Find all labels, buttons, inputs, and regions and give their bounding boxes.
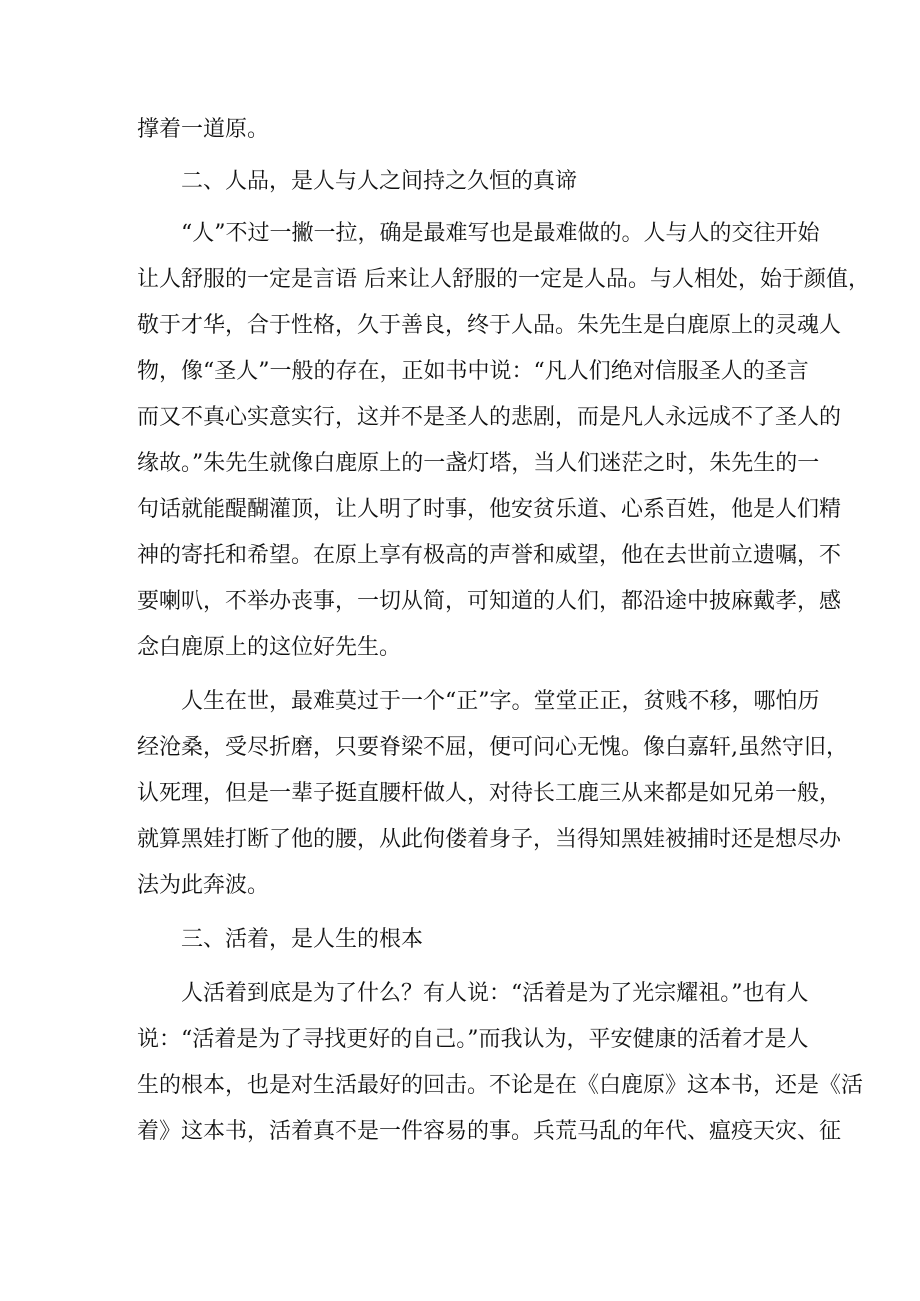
section-heading (181, 920, 920, 960)
text-line: 物，像“圣人”一般的存在，正如书中说：“凡人们绝对信服圣人的圣言 (137, 359, 809, 384)
text-line: 敬于才华，合于性格，久于善良，终于人品。朱先生是白鹿原上的灵魂人 (137, 313, 842, 338)
paragraph-line (181, 214, 820, 254)
text-line: “人”不过一撇一拉，确是最难写也是最难做的。人与人的交往开始 (181, 221, 820, 246)
paragraph-line (137, 444, 820, 484)
text-line: 法为此奔波。 (137, 873, 270, 898)
paragraph-line (137, 866, 920, 906)
paragraph-line (137, 1020, 809, 1060)
paragraph-line (137, 352, 809, 392)
text-line: 撑着一道原。 (137, 117, 270, 142)
paragraph-line (137, 306, 842, 346)
text-line: 念白鹿原上的这位好先生。 (137, 635, 402, 660)
paragraph-line (137, 1112, 842, 1152)
paragraph-line (137, 728, 848, 768)
paragraph-line (137, 536, 842, 576)
text-line: 就算黑娃打断了他的腰，从此佝偻着身子，当得知黑娃被捕时还是想尽办 (137, 827, 842, 852)
text-line: 人生在世，最难莫过于一个“正”字。堂堂正正，贫贱不移，哪怕历 (181, 689, 820, 714)
section-heading (181, 162, 920, 202)
paragraph-line (137, 582, 842, 622)
text-line: 人活着到底是为了什么？有人说：“活着是为了光宗耀祖。”也有人 (181, 981, 809, 1006)
text-line: 让人舒服的一定是言语 后来让人舒服的一定是人品。与人相处，始于颜值， (137, 267, 870, 292)
text-line: 缘故。”朱先生就像白鹿原上的一盏灯塔，当人们迷茫之时，朱先生的一 (137, 451, 820, 476)
text-line: 要喇叭，不举办丧事，一切从简，可知道的人们，都沿途中披麻戴孝，感 (137, 589, 842, 614)
text-line: 认死理，但是一辈子挺直腰杆做人，对待长工鹿三从来都是如兄弟一般， (137, 781, 842, 806)
paragraph-line (137, 628, 920, 668)
heading-text: 二、人品，是人与人之间持之久恒的真谛 (181, 169, 578, 194)
text-line: 句话就能醍醐灌顶，让人明了时事，他安贫乐道、心系百姓，他是人们精 (137, 497, 842, 522)
paragraph-line (137, 1066, 864, 1106)
heading-text: 三、活着，是人生的根本 (181, 927, 424, 952)
text-line: 着》这本书，活着真不是一件容易的事。兵荒马乱的年代、瘟疫天灾、征 (137, 1119, 842, 1144)
text-line: 经沧桑，受尽折磨，只要脊梁不屈，便可问心无愧。像白嘉轩,虽然守旧， (137, 735, 848, 760)
paragraph-line (137, 820, 842, 860)
paragraph-line (137, 110, 920, 150)
text-line: 神的寄托和希望。在原上享有极高的声誉和威望，他在去世前立遗嘱，不 (137, 543, 842, 568)
text-line: 生的根本，也是对生活最好的回击。不论是在《白鹿原》这本书，还是《活 (137, 1073, 864, 1098)
text-line: 说：“活着是为了寻找更好的自己。”而我认为，平安健康的活着才是人 (137, 1027, 809, 1052)
paragraph-line (181, 682, 820, 722)
paragraph-line (137, 260, 870, 300)
text-line: 而又不真心实意实行，这并不是圣人的悲剧，而是凡人永远成不了圣人的 (137, 405, 842, 430)
paragraph-line (137, 490, 842, 530)
paragraph-line (137, 398, 842, 438)
paragraph-line (181, 974, 809, 1014)
paragraph-line (137, 774, 842, 814)
